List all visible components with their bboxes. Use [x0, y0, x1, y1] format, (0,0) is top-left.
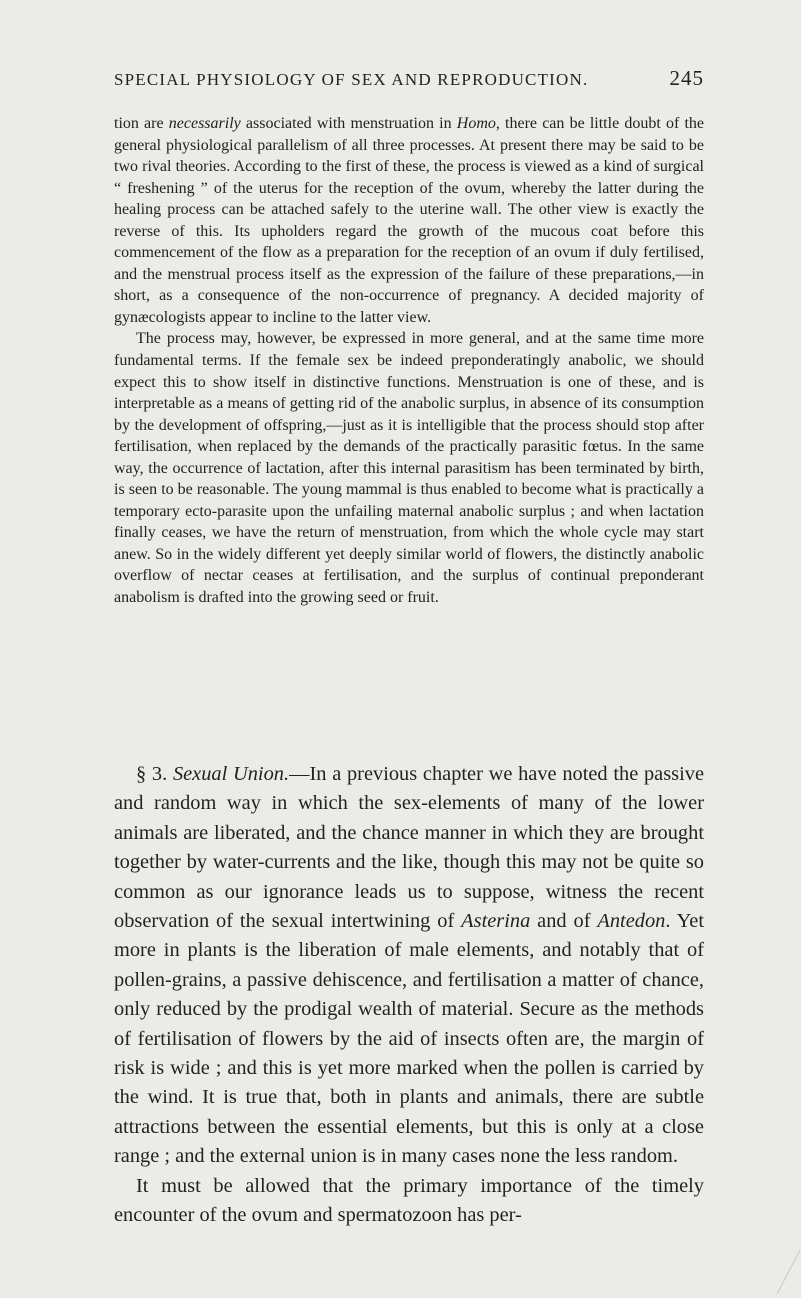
italic-term: necessarily	[168, 115, 241, 132]
page-header	[114, 66, 704, 92]
italic-term: Asterina	[461, 910, 531, 933]
paragraph-text: and of	[530, 910, 598, 933]
page-corner-mark	[776, 1230, 800, 1294]
paragraph-text: —In a previous chapter we have noted the passive and random way in which the sex-elements of many of the lower animals are liberated, and the chance manner in which they are brought together by water-currents and the like, though this may not be quite so common as our ignorance leads us to suppose, witness the recent observation of the sexual intertwining of	[114, 763, 705, 933]
italic-term: Homo	[456, 115, 496, 132]
main-text-block	[114, 760, 704, 1231]
paragraph-text: . Yet more in plants is the liberation of male elements, and notably that of pollen-grains, a passive dehiscence, and fertilisation a matter of chance, only reduced by the prodigal wealth of material. Secure as the methods of fertilisation of flowers by the aid of insects often are, the margin of risk is wide ; and this is yet more marked when the pollen is carried by the wind. It is true that, both in plants and animals, there are subtle attractions between the essential elements, but this is only at a close range ; and the external union is in many cases none the less random.	[114, 910, 704, 1168]
paragraph: It must be allowed that the primary importance of the timely encounter of the ovum and spermatozoon has per-	[114, 1174, 704, 1227]
paragraph-text: , there can be little doubt of the general physiological parallelism of all three processes. At present there may be said to be two rival theories. According to the first of these, the process is viewed as a kind of surgical “ freshening ” of the uterus for the reception of the ovum, whereby the latter during the healing process can be attached safely to the uterine wall. The other view is exactly the reverse of this. Its upholders regard the growth of the mucous coat before this commencement of the flow as a preparation for the reception of an ovum if duly fertilised, and the menstrual process itself as the expression of the failure of these preparations,—in short, as a consequence of the non-occurrence of pregnancy. A decided majority of gynæcologists appear to incline to the latter view.	[114, 115, 705, 326]
paragraph: The process may, however, be expressed in more general, and at the same time more fundamental terms. If the female sex be indeed preponderatingly anabolic, we should expect this to show itself in distinctive functions. Menstruation is one of these, and is interpretable as a means of getting rid of the anabolic surplus, in absence of its consumption by the development of offspring,—just as it is intelligible that the process should stop after fertilisation, when replaced by the demands of the practically parasitic fœtus. In the same way, the occurrence of lactation, after this internal parasitism has been terminated by birth, is seen to be reasonable. The young mammal is thus enabled to become what is practically a temporary ecto-parasite upon the unfailing maternal anabolic surplus ; and when lactation finally ceases, we have the return of menstruation, from which the whole cycle may start anew. So in the widely different yet deeply similar world of flowers, the distinctly anabolic overflow of nectar ceases at fertilisation, and the surplus of continual preponderant anabolism is drafted into the growing seed or fruit.	[114, 330, 704, 607]
paragraph-text: tion are	[114, 115, 169, 132]
continued-paragraph	[114, 113, 704, 328]
page-number: 245	[669, 66, 704, 90]
running-title: SPECIAL PHYSIOLOGY OF SEX AND REPRODUCTION.	[114, 70, 589, 89]
section-paragraph	[114, 760, 704, 1172]
small-type-text-block	[114, 113, 704, 609]
section-title: Sexual Union.	[172, 763, 290, 785]
italic-term: Antedon	[597, 910, 666, 933]
paragraph-text: associated with menstruation in	[240, 115, 457, 132]
section-number: § 3.	[136, 763, 173, 785]
